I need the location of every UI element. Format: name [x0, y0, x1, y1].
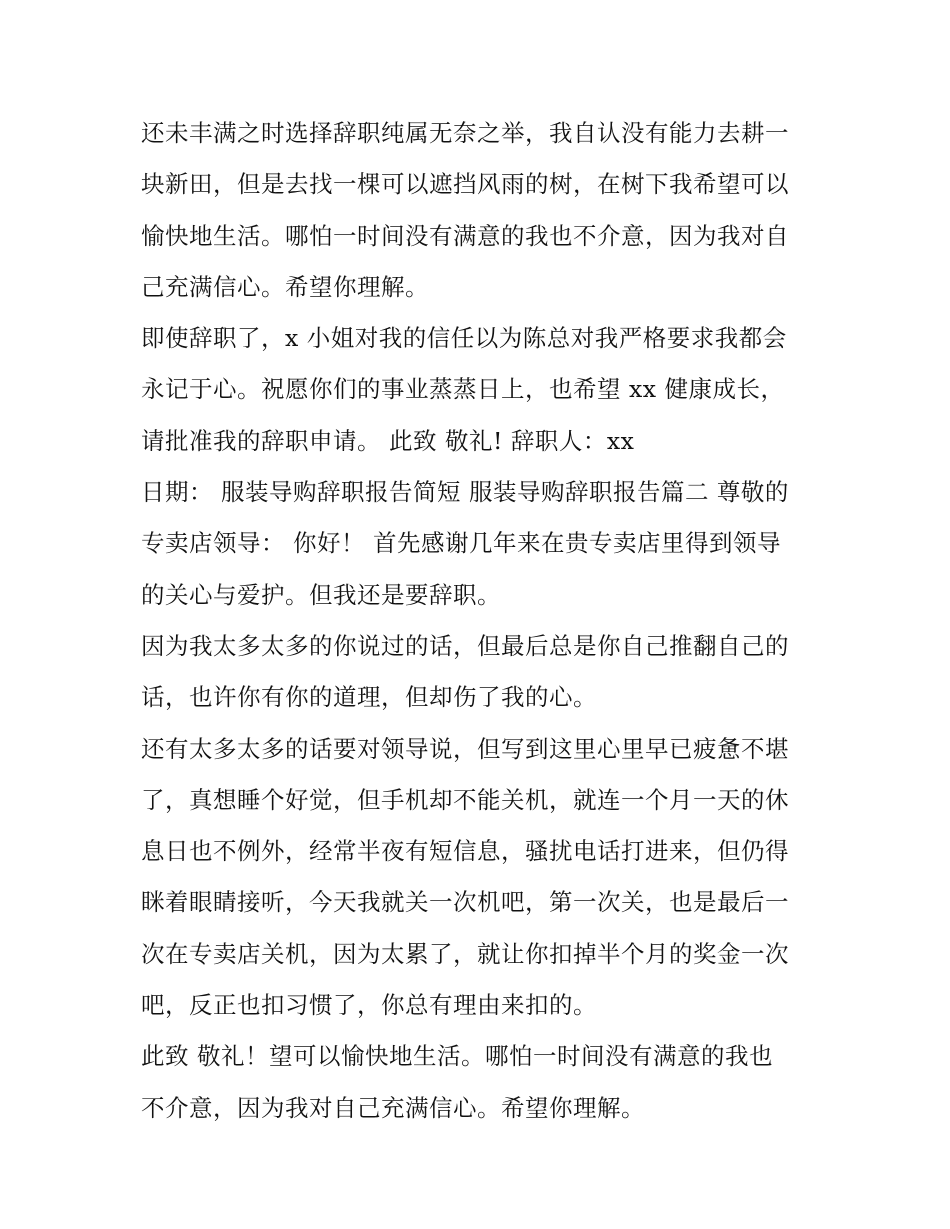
text-line: 话，也许你有你的道理，但却伤了我的心。 [141, 683, 597, 712]
document-body [141, 108, 821, 1134]
text-line: 还未丰满之时选择辞职纯属无奈之举，我自认没有能力去耕一 [141, 119, 789, 147]
text-line: 己充满信心。希望你理解。 [141, 272, 429, 301]
text-line: 还有太多太多的话要对领导说，但写到这里心里早已疲惫不堪 [141, 734, 789, 763]
text-line: 吧，反正也扣习惯了，你总有理由来扣的。 [141, 991, 597, 1020]
text-line: 专卖店领导： 你好！ 首先感谢几年来在贵专卖店里得到领导 [141, 529, 781, 558]
text-line: 不介意，因为我对自己充满信心。希望你理解。 [141, 1093, 645, 1122]
text-line: 块新田，但是去找一棵可以遮挡风雨的树，在树下我希望可以 [141, 170, 789, 199]
text-line: 请批准我的辞职申请。 此致 敬礼! 辞职人：xx [141, 426, 635, 455]
text-line: 了，真想睡个好觉，但手机却不能关机，就连一个月一天的休 [141, 785, 789, 814]
text-line: 此致 敬礼！望可以愉快地生活。哪怕一时间没有满意的我也 [141, 1042, 773, 1071]
text-line: 愉快地生活。哪怕一时间没有满意的我也不介意，因为我对自 [141, 221, 789, 250]
text-line: 次在专卖店关机，因为太累了，就让你扣掉半个月的奖金一次 [141, 939, 789, 968]
text-line: 的关心与爱护。但我还是要辞职。 [141, 580, 501, 609]
text-line: 日期： 服装导购辞职报告简短 服装导购辞职报告篇二 尊敬的 [141, 478, 789, 507]
text-line: 眯着眼睛接听，今天我就关一次机吧，第一次关，也是最后一 [141, 888, 789, 917]
text-line: 即使辞职了，x 小姐对我的信任以为陈总对我严格要求我都会 [141, 324, 787, 353]
text-line: 永记于心。祝愿你们的事业蒸蒸日上，也希望 xx 健康成长， [141, 375, 785, 404]
text-line: 因为我太多太多的你说过的话，但最后总是你自己推翻自己的 [141, 631, 789, 660]
text-line: 息日也不例外，经常半夜有短信息，骚扰电话打进来，但仍得 [141, 837, 789, 866]
